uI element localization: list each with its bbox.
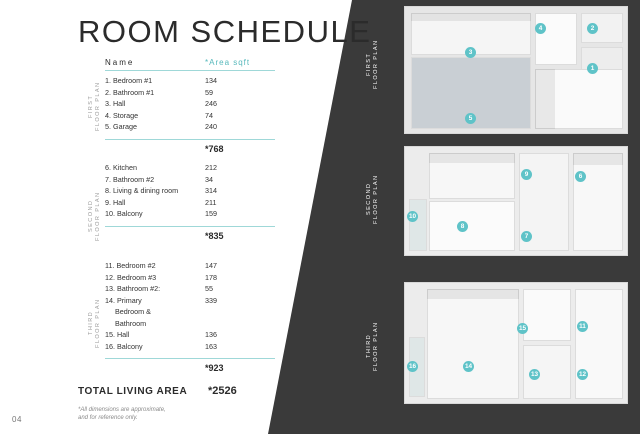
plan-marker: 1 (587, 63, 598, 74)
row-name: 13. Bathroom #2: (105, 284, 161, 293)
page-number: 04 (12, 415, 22, 424)
row-name: 6. Kitchen (105, 163, 137, 172)
plan-marker: 5 (465, 113, 476, 124)
page-title: ROOM SCHEDULE (78, 14, 372, 49)
table-row (105, 260, 275, 272)
row-area: 159 (205, 209, 217, 218)
plan-marker: 16 (408, 363, 417, 370)
floor-plan-second (404, 146, 628, 256)
plan-label-third: THIRD FLOOR PLAN (366, 321, 379, 371)
table-row (105, 341, 275, 353)
row-area: 55 (205, 284, 213, 293)
plan-marker: 11 (577, 321, 588, 332)
row-name: 8. Living & dining room (105, 186, 179, 195)
row-area: 314 (205, 186, 217, 195)
total-label: TOTAL LIVING AREA (78, 386, 188, 397)
row-name: 4. Storage (105, 110, 139, 120)
floor-plan-first (404, 6, 628, 134)
row-area: 59 (205, 87, 213, 97)
row-name: 7. Bathroom #2 (105, 174, 155, 184)
header-name: Name (105, 58, 135, 67)
plan-label-second: SECOND FLOOR PLAN (366, 174, 379, 224)
table-row (105, 272, 275, 284)
section-subtotal: *768 (105, 139, 275, 154)
row-area: 246 (205, 99, 217, 108)
header-area: *Area sqft (205, 58, 251, 67)
row-area: 136 (205, 330, 217, 339)
row-name: 14. Primary Bedroom & Bathroom (105, 295, 151, 328)
plan-marker: 10 (408, 213, 417, 220)
table-row (105, 121, 275, 133)
row-area: 147 (205, 261, 217, 270)
plan-marker: 4 (535, 23, 546, 34)
row-area: 34 (205, 174, 213, 184)
table-row (105, 208, 275, 220)
total-living-area (78, 385, 237, 397)
table-row (105, 174, 275, 186)
table-row (105, 185, 275, 197)
section-label-second-floor: SECOND FLOOR PLAN (88, 191, 101, 241)
table-row (105, 98, 275, 110)
plan-marker: 6 (575, 171, 586, 182)
row-area: 134 (205, 76, 217, 85)
row-name: 9. Hall (105, 197, 126, 207)
row-name: 3. Hall (105, 99, 126, 108)
table-row (105, 283, 275, 295)
section-label-first-floor: FIRST FLOOR PLAN (88, 81, 101, 131)
table-row (105, 329, 275, 341)
plan-label-first: FIRST FLOOR PLAN (366, 39, 379, 89)
total-value: *2526 (208, 385, 237, 397)
table-header (105, 58, 275, 71)
plan-marker: 12 (578, 371, 587, 378)
table-row (105, 110, 275, 122)
row-name: 16. Balcony (105, 341, 143, 351)
plan-marker: 3 (465, 47, 476, 58)
row-area: 178 (205, 272, 217, 282)
table-row (105, 162, 275, 174)
plan-marker: 9 (521, 169, 532, 180)
row-name: 2. Bathroom #1 (105, 87, 155, 97)
plan-marker: 14 (464, 363, 473, 370)
row-name: 10. Balcony (105, 209, 143, 218)
section-subtotal: *835 (105, 226, 275, 241)
room-schedule-section-first (105, 58, 275, 154)
room-schedule-section-third (105, 260, 275, 373)
row-area: 74 (205, 110, 213, 120)
row-area: 240 (205, 122, 217, 131)
row-area: 163 (205, 341, 217, 351)
disclaimer-text: *All dimensions are approximate, and for reference only. (78, 407, 166, 421)
room-schedule-section-second (105, 162, 275, 241)
plan-marker: 8 (457, 221, 468, 232)
row-area: 339 (205, 295, 217, 305)
plan-marker: 13 (530, 371, 539, 378)
row-name: 15. Hall (105, 330, 130, 339)
table-row (105, 197, 275, 209)
plan-marker: 7 (521, 231, 532, 242)
row-name: 11. Bedroom #2 (105, 261, 156, 270)
section-label-third-floor: THIRD FLOOR PLAN (88, 298, 101, 348)
table-row (105, 87, 275, 99)
table-row (105, 75, 275, 87)
row-name: 5. Garage (105, 122, 137, 131)
plan-marker: 15 (518, 325, 527, 332)
row-area: 212 (205, 163, 217, 172)
row-name: 12. Bedroom #3 (105, 272, 157, 282)
row-area: 211 (205, 197, 217, 207)
section-subtotal: *923 (105, 358, 275, 373)
plan-marker: 2 (587, 23, 598, 34)
floor-plan-third (404, 282, 628, 404)
row-name: 1. Bedroom #1 (105, 76, 153, 85)
table-row (105, 295, 275, 330)
